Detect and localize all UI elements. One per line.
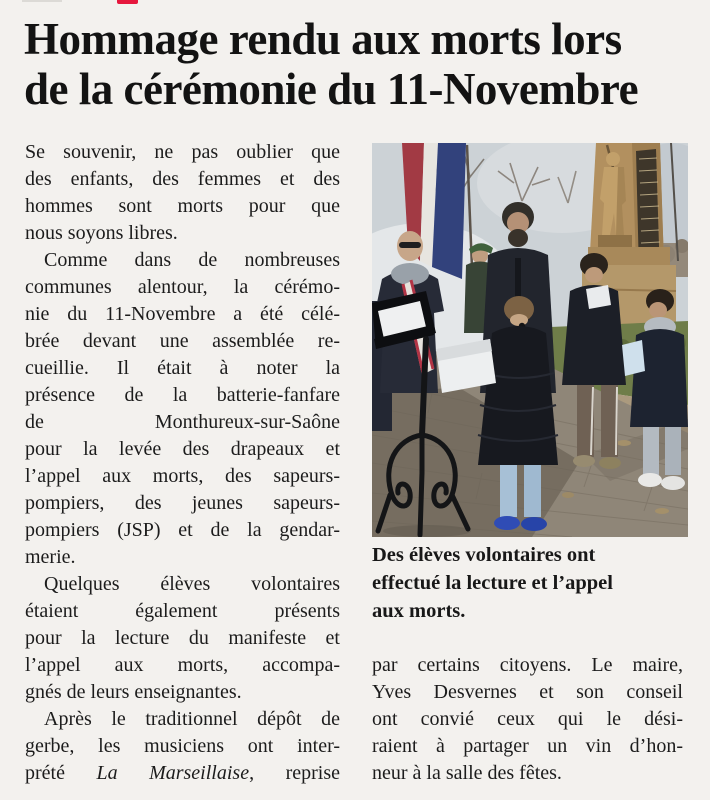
text-line: pour la lecture du manifeste et <box>25 627 340 649</box>
article-photo <box>372 143 688 537</box>
text-line: Yves Desvernes et son conseil <box>372 681 683 703</box>
text-line: prété La Marseillaise, reprise <box>25 762 340 784</box>
text-line: Quelques élèves volontaires <box>44 573 340 595</box>
text-line: nous soyons libres. <box>25 222 178 244</box>
stand-shadow <box>383 525 471 537</box>
text-line: effectué la lecture et l’appel <box>372 572 613 594</box>
text-line: pour la levée des drapeaux et <box>25 438 340 460</box>
text-line: hommes sont morts pour que <box>25 195 340 217</box>
text-line: pompiers, des jeunes sapeurs- <box>25 492 340 514</box>
text-line: gnés de leurs enseignantes. <box>25 681 242 703</box>
kicker-fragment <box>117 0 138 4</box>
article-column-left <box>25 139 340 787</box>
text-line: communes alentour, la cérémo- <box>25 276 340 298</box>
text-line: cueillie. Il était à noter la <box>25 357 340 379</box>
text-line: merie. <box>25 546 76 568</box>
text-line: gerbe, les musiciens ont inter- <box>25 735 340 757</box>
headline-line-1: Hommage rendu aux morts lors <box>24 14 622 64</box>
text-line: aux morts. <box>372 600 466 622</box>
headline-line-2: de la cérémonie du 11-Novembre <box>24 64 639 114</box>
text-line: ont convié ceux qui le dési- <box>372 708 683 730</box>
text-line: Des élèves volontaires ont <box>372 544 596 566</box>
text-line: brée devant une assemblée re- <box>25 330 340 352</box>
text-line: Se souvenir, ne pas oublier que <box>25 141 340 163</box>
photo-caption <box>372 541 688 625</box>
cropped-text-remnant <box>22 0 62 2</box>
article-column-right <box>372 652 683 787</box>
text-line: présence de la batterie-fanfare <box>25 384 340 406</box>
text-line: Comme dans de nombreuses <box>44 249 340 271</box>
text-line: raient à partager un vin d’hon- <box>372 735 683 757</box>
text-line: nie du 11-Novembre a été célé- <box>25 303 340 325</box>
text-line: l’appel aux morts, des sapeurs- <box>25 465 340 487</box>
text-line: Après le traditionnel dépôt de <box>44 708 340 730</box>
text-line: neur à la salle des fêtes. <box>372 762 562 784</box>
text-line: pompiers (JSP) et de la gendar- <box>25 519 340 541</box>
text-line: étaient également présents <box>25 600 340 622</box>
text-line: par certains citoyens. Le maire, <box>372 654 683 676</box>
text-line: de Monthureux-sur-Saône <box>25 411 340 433</box>
text-line: l’appel aux morts, accompa- <box>25 654 340 676</box>
article-headline <box>24 14 710 114</box>
ceremony-photo-illustration <box>372 143 688 537</box>
text-line: des enfants, des femmes et des <box>25 168 340 190</box>
